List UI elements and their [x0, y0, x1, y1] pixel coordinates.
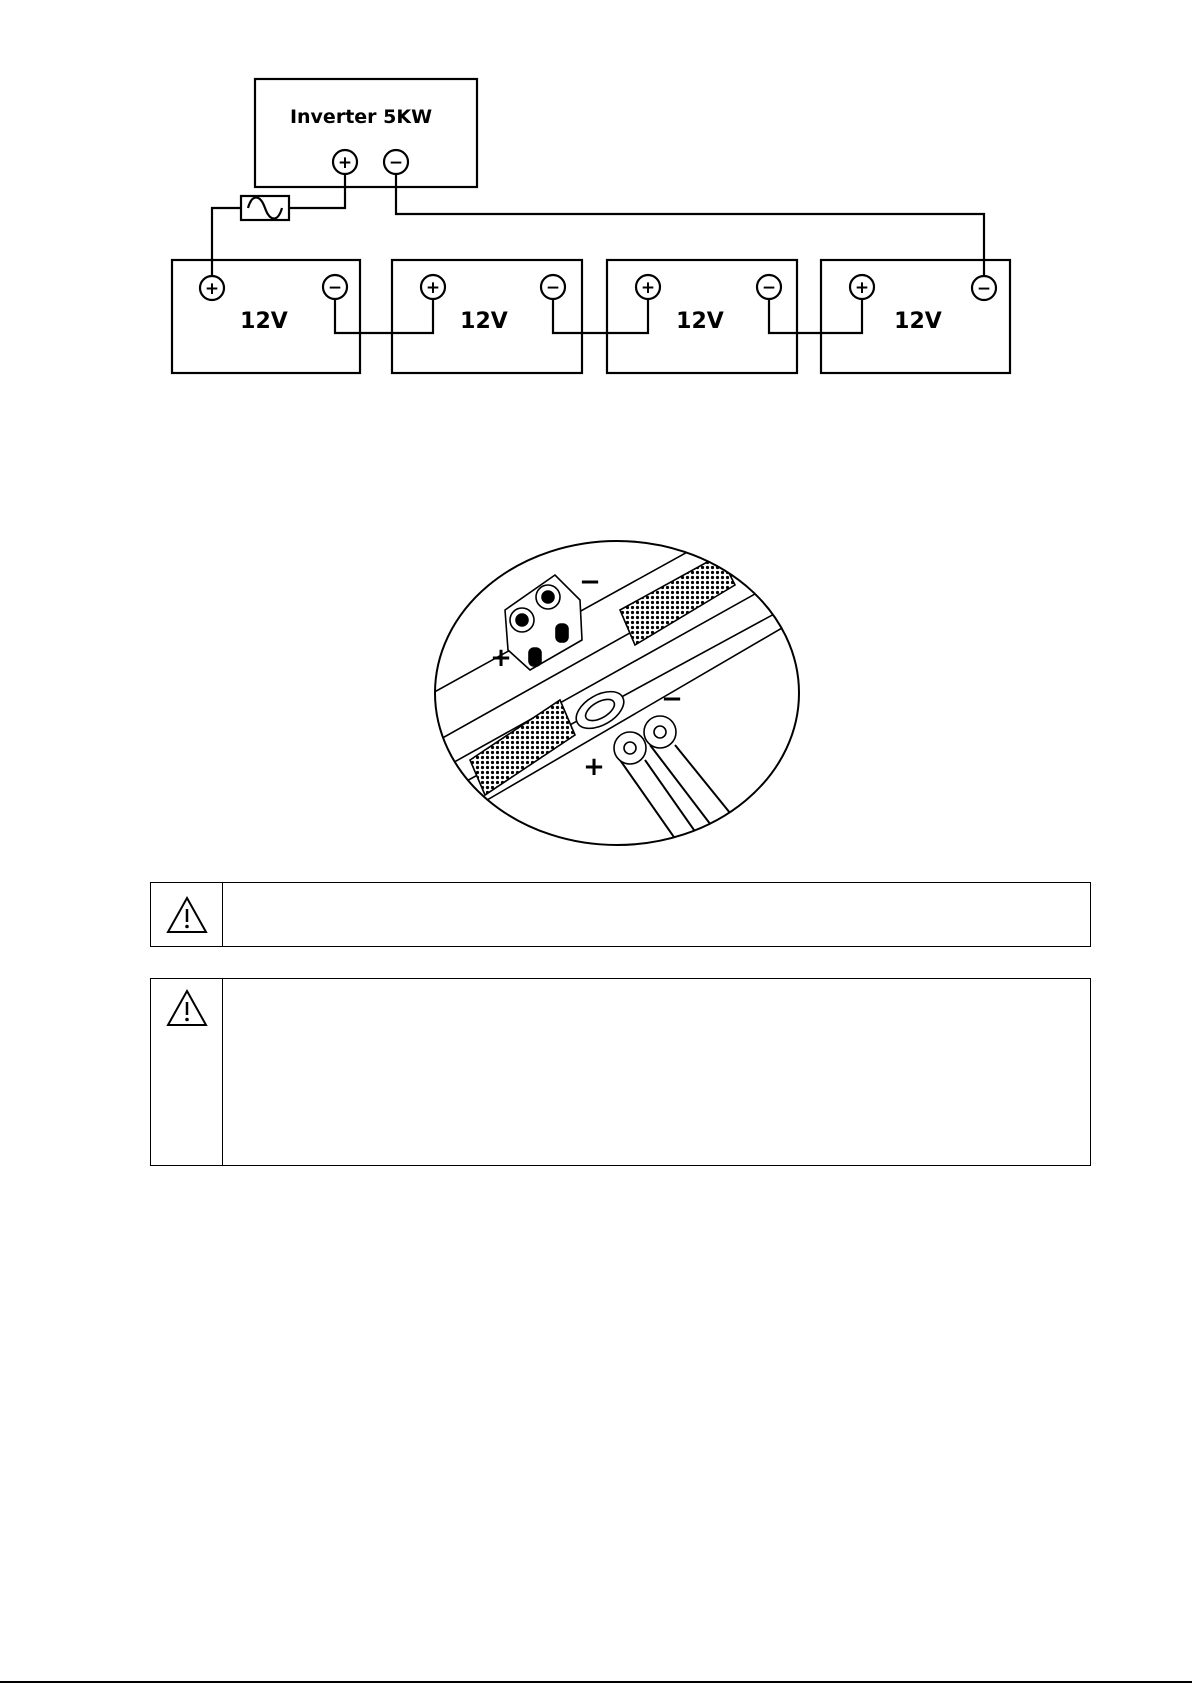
fuse-symbol [248, 198, 282, 219]
terminal-symbol: − [761, 278, 777, 298]
terminal-symbol: − [327, 278, 343, 298]
terminal-symbol: − [388, 153, 404, 173]
page-footer-rule [0, 1681, 1192, 1683]
polarity-symbol: − [579, 567, 601, 597]
positive-wire [289, 175, 345, 208]
warning-text-cell [223, 883, 1090, 946]
terminal-symbol: + [640, 278, 656, 298]
warning-box-1 [150, 882, 1091, 947]
terminal-symbol: + [337, 153, 353, 173]
terminal-symbol: + [425, 278, 441, 298]
polarity-symbol: + [490, 643, 512, 673]
series-link-2 [553, 299, 648, 333]
battery-voltage-label: 12V [676, 309, 724, 334]
battery-voltage-label: 12V [460, 309, 508, 334]
series-link-1 [335, 299, 433, 333]
polarity-symbol: − [661, 684, 683, 714]
battery-series-wiring-diagram [0, 0, 1192, 400]
battery-voltage-label: 12V [240, 309, 288, 334]
warning-triangle-icon [165, 895, 209, 935]
terminal-symbol: − [545, 278, 561, 298]
terminal-symbol: + [854, 278, 870, 298]
inverter-box [255, 79, 477, 187]
inverter-label: Inverter 5KW [289, 106, 433, 128]
warning-icon-cell [151, 883, 223, 946]
series-link-3 [769, 299, 862, 333]
warning-triangle-icon [165, 988, 209, 1028]
terminal-symbol: + [204, 279, 220, 299]
warning-text-cell [223, 979, 1090, 1165]
battery-terminal-illustration [0, 540, 1192, 860]
warning-icon-cell [151, 979, 223, 1165]
terminal-symbol: − [976, 279, 992, 299]
battery-voltage-label: 12V [894, 309, 942, 334]
warning-box-2 [150, 978, 1091, 1166]
fuse-to-battery-wire [212, 208, 241, 276]
polarity-symbol: + [583, 752, 605, 782]
